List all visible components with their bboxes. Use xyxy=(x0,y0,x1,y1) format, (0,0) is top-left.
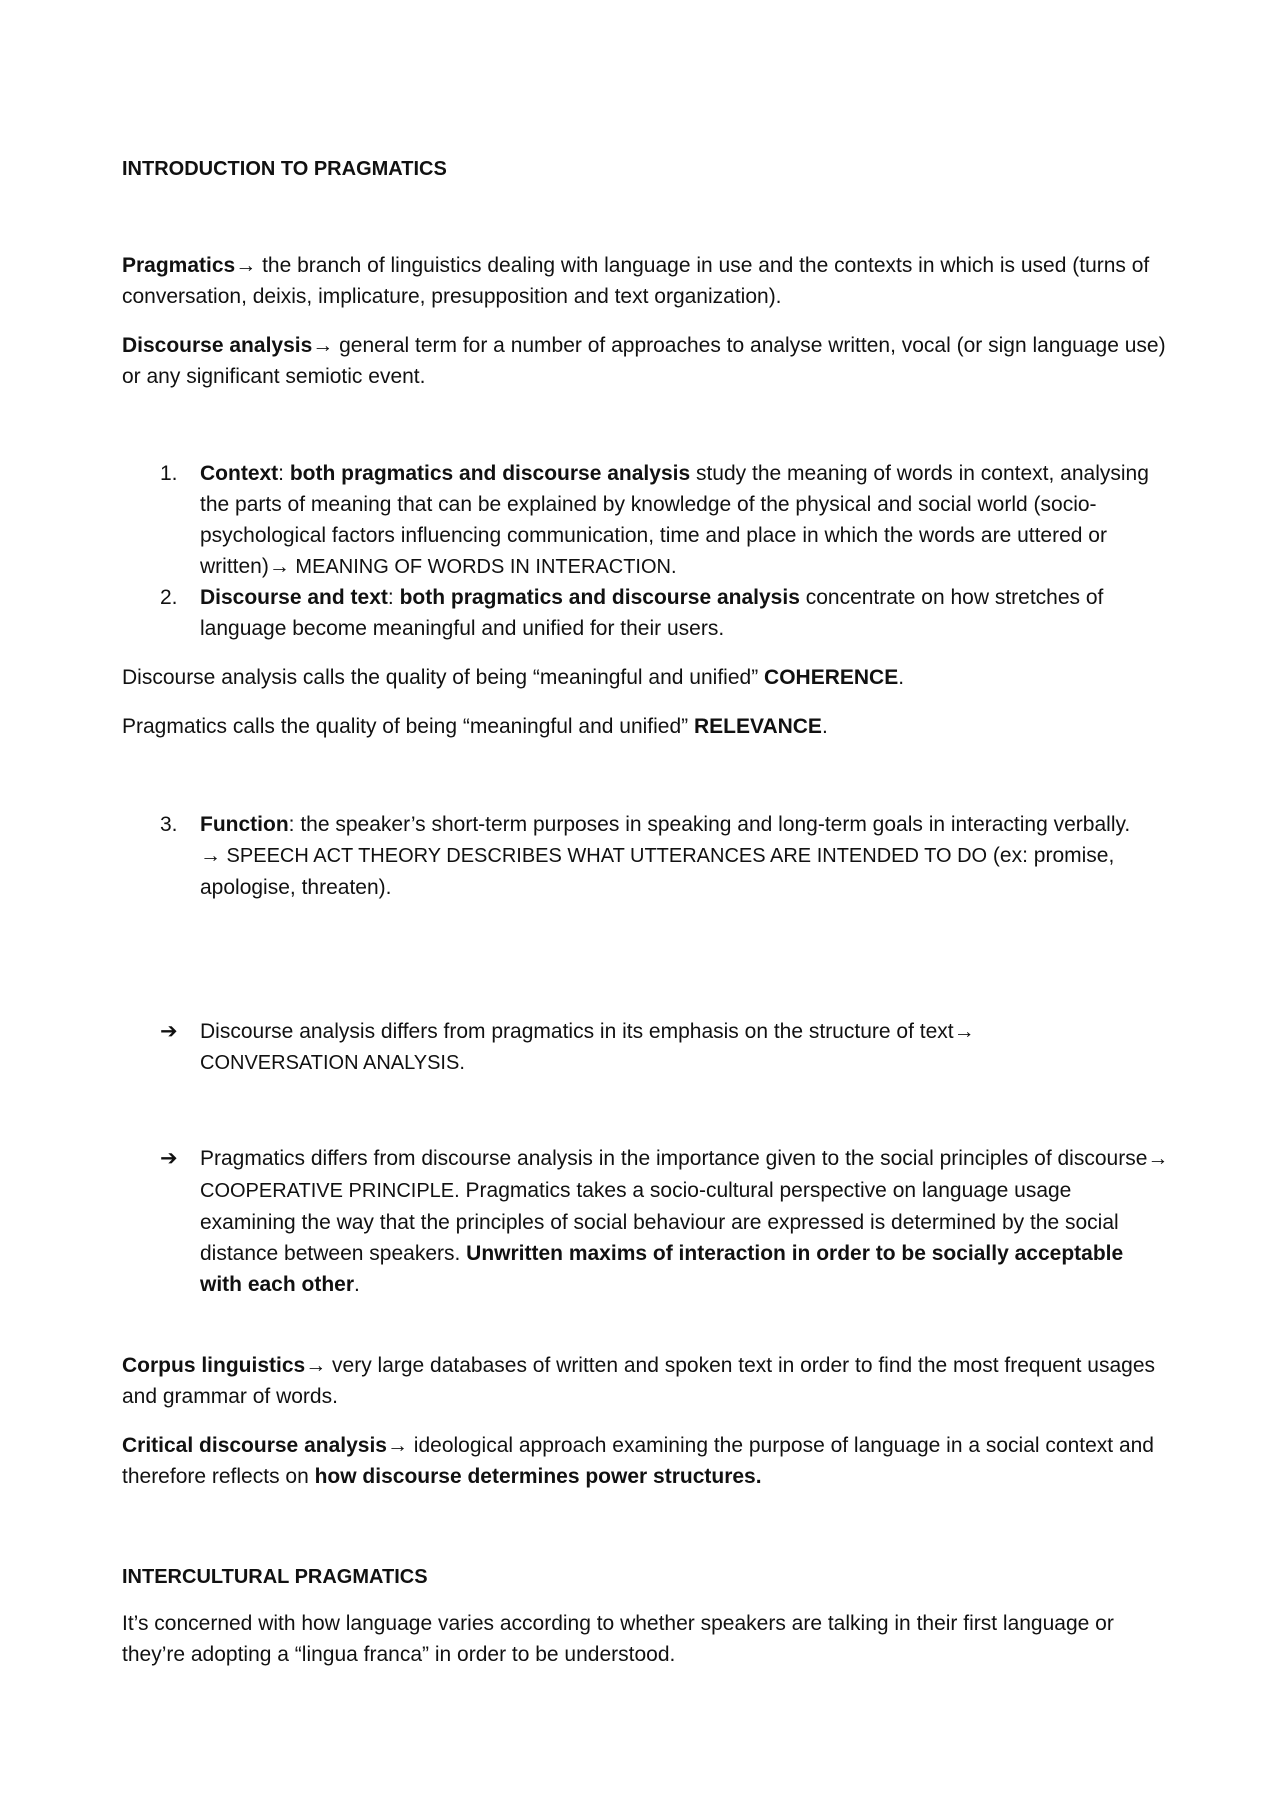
bullet-text: Discourse analysis differs from pragmatics in its emphasis on the structure of text xyxy=(200,1020,954,1043)
item-label: Function xyxy=(200,813,289,836)
item-text: concentrate on how stretches of language become meaningful and unified for their users. xyxy=(200,586,1104,640)
item-bold-text: both pragmatics and discourse analysis xyxy=(399,586,800,609)
item-colon: : xyxy=(387,586,400,609)
item-text: study the meaning of words in context, analysing the parts of meaning that can be explained by knowledge of the physical and social world (socio-psychological factors influencing communication, time and place in which the words are uttered or written) xyxy=(200,462,1149,578)
item-caps-text: SPEECH ACT THEORY DESCRIBES WHAT UTTERANCES ARE INTENDED TO DO xyxy=(221,845,988,867)
paragraph-corpus-linguistics xyxy=(122,1350,1172,1412)
term-discourse-analysis: Discourse analysis xyxy=(122,334,313,357)
paragraph-coherence xyxy=(122,662,1172,693)
bullet-caps-text: COOPERATIVE PRINCIPLE. xyxy=(200,1180,460,1202)
item-tail-text: (ex: promise, apologise, threaten). xyxy=(200,844,1115,899)
punctuation: . xyxy=(354,1273,360,1296)
arrow-icon: → xyxy=(268,555,290,578)
definition-text: ideological approach examining the purpose of language in a social context and therefore reflects on xyxy=(122,1434,1154,1488)
term-critical-discourse-analysis: Critical discourse analysis xyxy=(122,1434,387,1457)
paragraph-discourse-analysis xyxy=(122,330,1172,392)
bullet-caps-text: CONVERSATION ANALYSIS. xyxy=(200,1052,465,1074)
arrow-icon: → xyxy=(386,1434,408,1457)
keyword-relevance: RELEVANCE xyxy=(693,715,822,738)
paragraph-relevance xyxy=(122,711,1172,742)
list-number: 2. xyxy=(160,586,178,609)
arrow-bullet-icon: ➔ xyxy=(160,1020,178,1043)
definition-text: very large databases of written and spoken text in order to find the most frequent usages and grammar of words. xyxy=(122,1354,1156,1408)
paragraph-critical-discourse-analysis xyxy=(122,1430,1172,1492)
arrow-bullet-icon: ➔ xyxy=(160,1147,178,1170)
item-label: Discourse and text xyxy=(200,586,388,609)
arrow-icon: → xyxy=(1147,1147,1169,1170)
bullet-bold-text: Unwritten maxims of interaction in order to be socially acceptable with each other xyxy=(200,1242,1124,1296)
item-label: Context xyxy=(200,462,279,485)
heading-introduction: INTRODUCTION TO PRAGMATICS xyxy=(122,158,447,180)
bullet-cooperative-principle xyxy=(160,1143,1170,1300)
item-text: : the speaker’s short-term purposes in speaking and long-term goals in interacting verbally. xyxy=(288,813,1131,836)
definition-bold-text: how discourse determines power structures. xyxy=(314,1465,762,1488)
bullet-conversation-analysis xyxy=(160,1016,1170,1079)
bullet-text: Pragmatics differs from discourse analysis in the importance given to the social principles of discourse xyxy=(200,1147,1148,1170)
list-number: 3. xyxy=(160,813,178,836)
list-item-context xyxy=(160,458,1170,583)
arrow-icon: → xyxy=(312,334,334,357)
punctuation: . xyxy=(821,715,828,738)
paragraph-intercultural: It’s concerned with how language varies according to whether speakers are talking in their first language or they’re adopting a “lingua franca” in order to be understood. xyxy=(122,1612,1114,1666)
list-item-function xyxy=(160,809,1170,903)
term-pragmatics: Pragmatics xyxy=(122,254,236,277)
term-corpus-linguistics: Corpus linguistics xyxy=(122,1354,306,1377)
paragraph-text: Discourse analysis calls the quality of being “meaningful and unified” xyxy=(122,666,765,689)
heading-intercultural: INTERCULTURAL PRAGMATICS xyxy=(122,1566,428,1588)
item-caps-text: MEANING OF WORDS IN INTERACTION. xyxy=(289,556,677,578)
arrow-icon: → xyxy=(235,254,257,277)
list-item-discourse-and-text xyxy=(160,582,1170,644)
arrow-icon: → xyxy=(200,844,221,867)
list-number: 1. xyxy=(160,462,178,485)
punctuation: . xyxy=(898,666,905,689)
arrow-icon: → xyxy=(305,1354,327,1377)
item-bold-text: both pragmatics and discourse analysis xyxy=(289,462,691,485)
bullet-text-2: Pragmatics takes a socio-cultural perspective on language usage examining the way that the principles of social behaviour are expressed is determined by the social distance between speakers. xyxy=(200,1179,1119,1265)
paragraph-pragmatics xyxy=(122,250,1172,312)
paragraph-text: Pragmatics calls the quality of being “meaningful and unified” xyxy=(122,715,694,738)
definition-text: general term for a number of approaches to analyse written, vocal (or sign language use) or any significant semiotic event. xyxy=(122,334,1166,388)
arrow-icon: → xyxy=(953,1020,975,1043)
keyword-coherence: COHERENCE xyxy=(764,666,899,689)
item-colon: : xyxy=(278,462,290,485)
definition-text: the branch of linguistics dealing with language in use and the contexts in which is used (turns of conversation, deixis, implicature, presupposition and text organization). xyxy=(122,254,1150,308)
